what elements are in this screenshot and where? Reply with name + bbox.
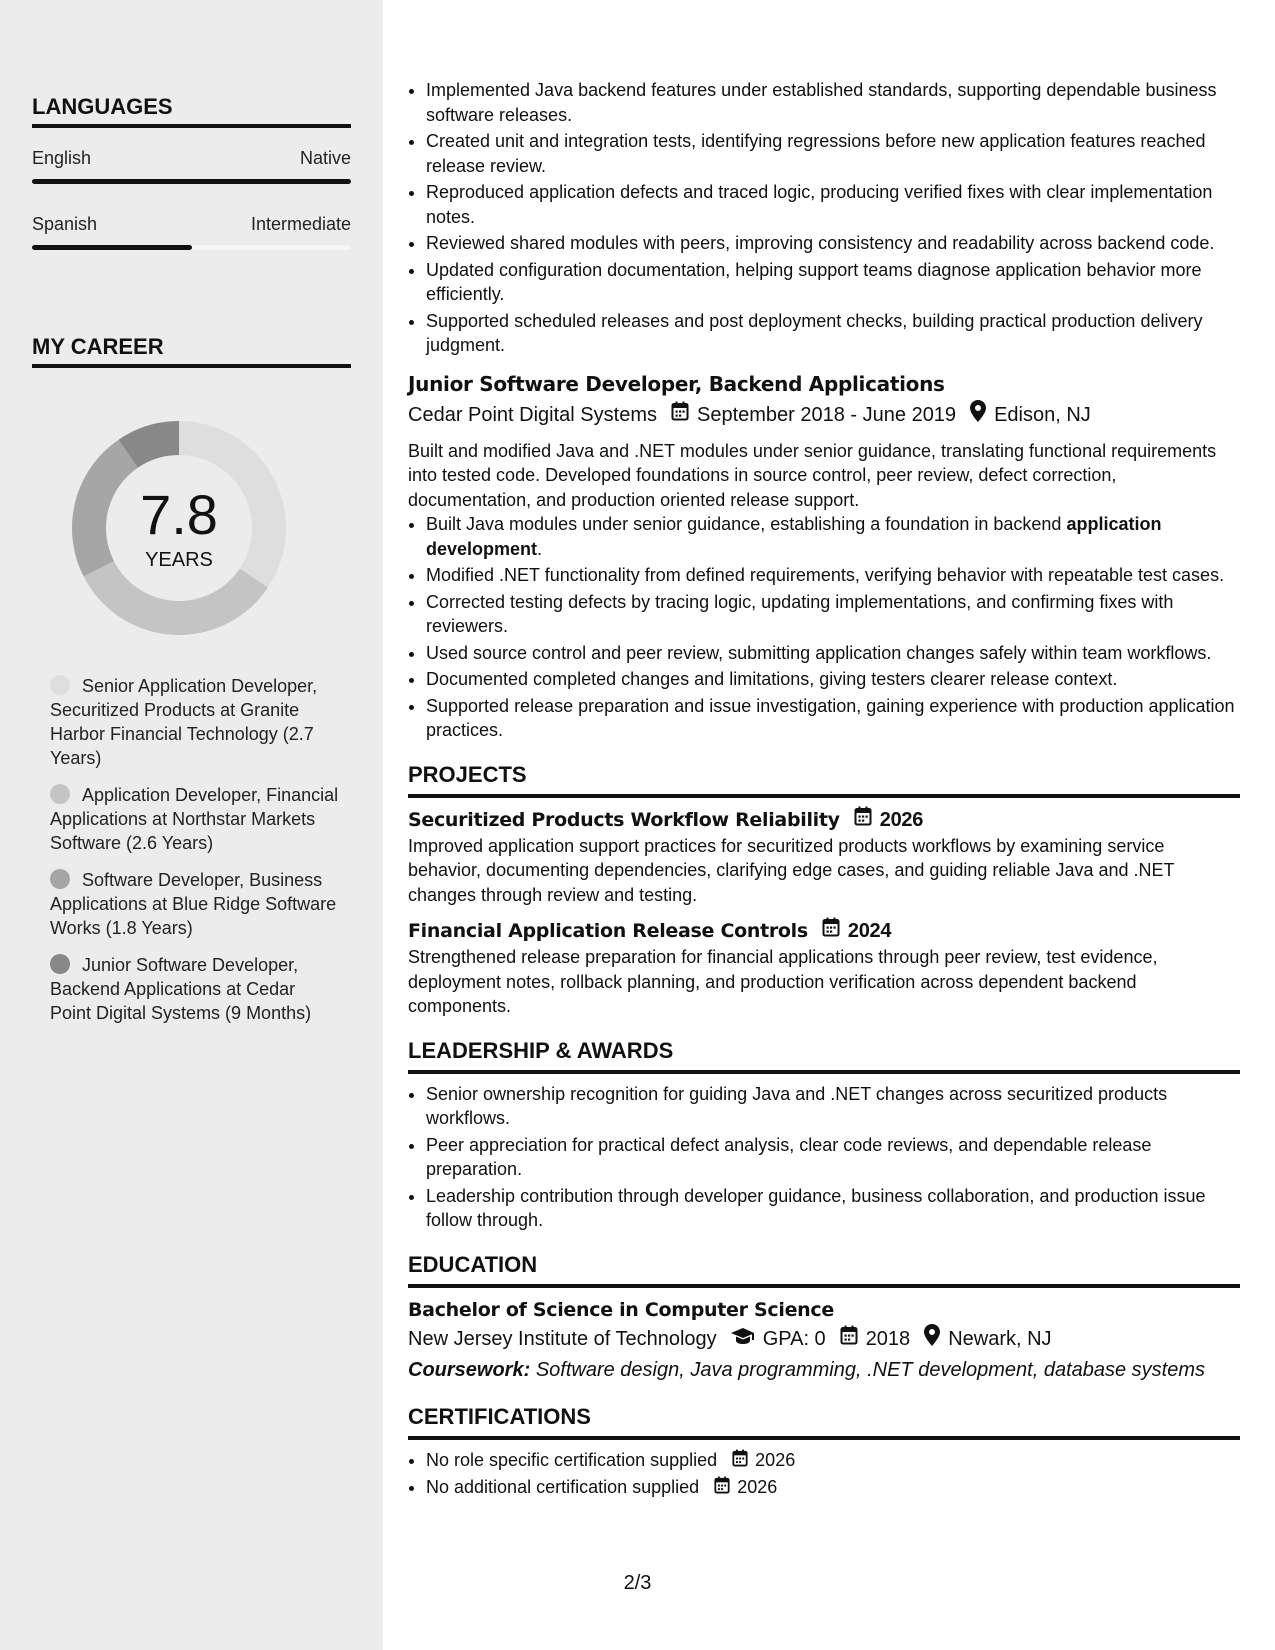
- coursework-text: Software design, Java programming, .NET development, database systems: [535, 1358, 1206, 1381]
- education-degree: Bachelor of Science in Computer Science: [408, 1298, 834, 1321]
- list-item: • Senior ownership recognition for guiding Java and .NET changes across securitized products workflows.: [426, 1082, 1240, 1131]
- language-level: Intermediate: [250, 214, 351, 234]
- job-dates: September 2018 - June 2019: [696, 404, 957, 426]
- certifications-list: [408, 1448, 1240, 1501]
- language-item: [32, 148, 351, 184]
- career-legend-item: [50, 674, 340, 770]
- career-role-label: Junior Software Developer, Backend Applications at Cedar Point Digital Systems (9 Months): [50, 955, 312, 1023]
- language-name: English: [32, 148, 92, 168]
- location-pin-icon: [924, 1324, 940, 1355]
- list-item: • Corrected testing defects by tracing logic, updating implementations, and confirming fixes with reviewers.: [426, 590, 1240, 639]
- language-proficiency-bar: [32, 245, 351, 250]
- career-role-label: Senior Application Developer, Securitized Products at Granite Harbor Financial Technology (2.7 Years): [50, 676, 318, 768]
- education-year: 2018: [865, 1328, 911, 1350]
- education-heading: EDUCATION: [408, 1251, 1240, 1288]
- sidebar: [0, 0, 383, 1650]
- language-name: Spanish: [32, 214, 98, 234]
- list-item: • Used source control and peer review, submitting application changes safely within team workflows.: [426, 641, 1240, 666]
- languages-heading: LANGUAGES: [32, 94, 351, 128]
- calendar-icon: [671, 400, 689, 430]
- certification-year: 2026: [755, 1449, 796, 1470]
- career-years-unit: YEARS: [145, 549, 213, 571]
- calendar-icon: [714, 1476, 730, 1501]
- career-legend: [50, 674, 340, 1038]
- career-legend-item: [50, 783, 340, 855]
- project-year: 2024: [847, 920, 892, 942]
- project-item: [408, 917, 1240, 1019]
- job-title: Junior Software Developer, Backend Applications: [408, 371, 945, 396]
- project-description: Strengthened release preparation for financial applications through peer review, test evidence, deployment notes, rollback planning, and production verification across dependent backend components.: [408, 947, 1158, 1016]
- location-pin-icon: [970, 400, 986, 431]
- legend-dot: [50, 869, 70, 889]
- main-content: [408, 78, 1240, 1503]
- certification-name: No additional certification supplied: [426, 1477, 700, 1497]
- language-proficiency-bar: [32, 179, 351, 184]
- career-donut-chart: [66, 415, 292, 641]
- legend-dot: [50, 784, 70, 804]
- list-item: [426, 1448, 1240, 1474]
- list-item: • Supported scheduled releases and post deployment checks, building practical production delivery judgment.: [426, 309, 1240, 358]
- list-item: • Implemented Java backend features under established standards, supporting dependable business software releases.: [426, 78, 1240, 127]
- career-legend-item: [50, 868, 340, 940]
- project-item: [408, 806, 1240, 908]
- career-role-label: Application Developer, Financial Applications at Northstar Markets Software (2.6 Years): [50, 785, 339, 853]
- language-proficiency-fill: [32, 179, 351, 184]
- project-year: 2026: [879, 808, 924, 831]
- page-number: 2/3: [623, 1572, 652, 1594]
- education-meta: [408, 1324, 1240, 1355]
- job-bullets: [408, 512, 1240, 743]
- list-item: • Documented completed changes and limitations, giving testers clearer release context.: [426, 667, 1240, 692]
- coursework-label: Coursework:: [408, 1358, 531, 1381]
- calendar-icon: [732, 1449, 748, 1474]
- certification-year: 2026: [737, 1477, 778, 1497]
- previous-job-bullets: [408, 78, 1240, 358]
- project-description: Improved application support practices for securitized products workflows by examining service behavior, documenting dependencies, clarifying edge cases, and guiding reliable Java and .NET changes through review and testing.: [408, 835, 1175, 905]
- list-item: [426, 1475, 1240, 1501]
- certification-name: No role specific certification supplied: [426, 1449, 718, 1470]
- leadership-list: [408, 1082, 1240, 1233]
- list-item: • Reproduced application defects and traced logic, producing verified fixes with clear implementation notes.: [426, 180, 1240, 229]
- language-item: [32, 214, 351, 250]
- calendar-icon: [854, 806, 872, 834]
- list-item: • Modified .NET functionality from defined requirements, verifying behavior with repeatable test cases.: [426, 563, 1240, 588]
- career-heading: MY CAREER: [32, 334, 351, 368]
- legend-dot: [50, 675, 70, 695]
- list-item: • Leadership contribution through developer guidance, business collaboration, and production issue follow through.: [426, 1184, 1240, 1233]
- list-item: • Reviewed shared modules with peers, improving consistency and readability across backend code.: [426, 231, 1240, 256]
- project-title: Securitized Products Workflow Reliability: [408, 808, 840, 831]
- job-description: Built and modified Java and .NET modules under senior guidance, translating functional requirements into tested code. Developed foundations in source control, peer review, defect correction, documentation, and production oriented release support.: [408, 440, 1217, 510]
- languages-section: [32, 94, 351, 250]
- projects-heading: PROJECTS: [408, 761, 1240, 798]
- career-role-label: Software Developer, Business Applications at Blue Ridge Software Works (1.8 Years): [50, 870, 337, 938]
- legend-dot: [50, 954, 70, 974]
- education-gpa: GPA: 0: [762, 1328, 826, 1350]
- language-level: Native: [299, 148, 351, 168]
- job-company: Cedar Point Digital Systems: [408, 404, 657, 426]
- career-section: [32, 334, 351, 368]
- list-item: • Peer appreciation for practical defect analysis, clear code reviews, and dependable release preparation.: [426, 1133, 1240, 1182]
- calendar-icon: [840, 1324, 858, 1354]
- job-meta: [408, 400, 1240, 431]
- language-proficiency-fill: [32, 245, 192, 250]
- certifications-heading: CERTIFICATIONS: [408, 1403, 1240, 1440]
- list-item: • Supported release preparation and issue investigation, gaining experience with production application practices.: [426, 694, 1240, 743]
- list-item: • Updated configuration documentation, helping support teams diagnose application behavior more efficiently.: [426, 258, 1240, 307]
- graduation-cap-icon: [731, 1324, 755, 1354]
- education-coursework: [408, 1355, 1240, 1385]
- education-school: New Jersey Institute of Technology: [408, 1328, 717, 1350]
- career-total-years: 7.8: [140, 483, 218, 546]
- education-location: Newark, NJ: [948, 1328, 1052, 1350]
- leadership-heading: LEADERSHIP & AWARDS: [408, 1037, 1240, 1074]
- job-location: Edison, NJ: [994, 404, 1091, 426]
- list-item: • Created unit and integration tests, identifying regressions before new application features reached release review.: [426, 129, 1240, 178]
- calendar-icon: [822, 917, 840, 945]
- career-legend-item: [50, 953, 340, 1025]
- list-item: • Built Java modules under senior guidance, establishing a foundation in backend application development.: [426, 512, 1240, 561]
- project-title: Financial Application Release Controls: [408, 920, 808, 942]
